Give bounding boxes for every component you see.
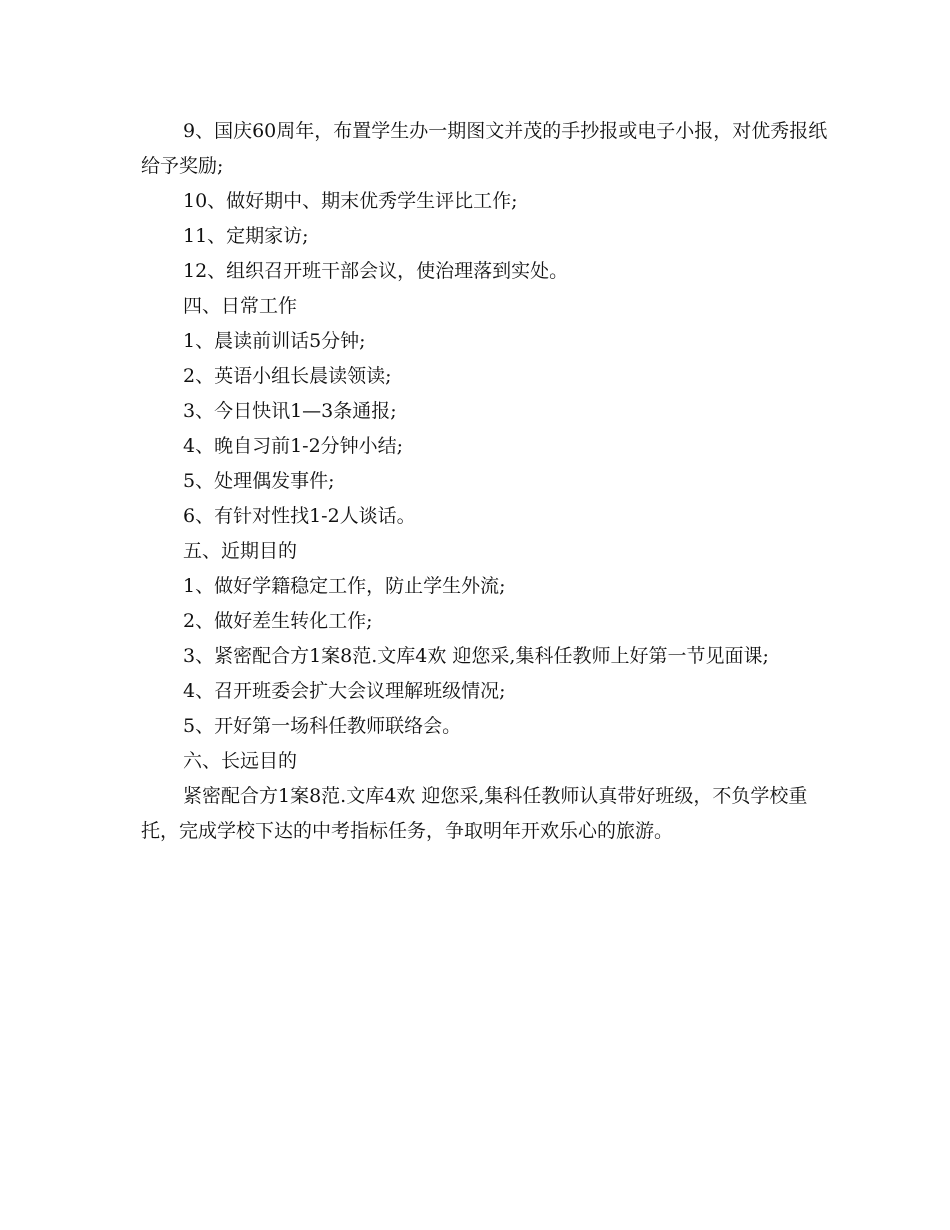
section-heading: 四、日常工作	[183, 295, 298, 317]
paragraph: 2、英语小组长晨读领读;	[183, 365, 392, 387]
paragraph: 11、定期家访;	[183, 225, 309, 247]
paragraph: 4、晚自习前1-2分钟小结;	[183, 435, 404, 457]
paragraph: 5、处理偶发事件;	[183, 470, 335, 492]
document-body	[141, 114, 831, 849]
paragraph: 4、召开班委会扩大会议理解班级情况;	[183, 680, 506, 702]
paragraph: 1、晨读前训话5分钟;	[183, 330, 366, 352]
paragraph: 紧密配合方1案8范.文库4欢 迎您采,集科任教师认真带好班级，不负学校重托，完成学校下达的中考指标任务，争取明年开欢乐心的旅游。	[141, 785, 808, 842]
paragraph: 3、紧密配合方1案8范.文库4欢 迎您采,集科任教师上好第一节见面课;	[183, 645, 769, 667]
paragraph: 12、组织召开班干部会议，使治理落到实处。	[183, 260, 569, 282]
section-heading: 六、长远目的	[183, 750, 298, 772]
paragraph: 9、国庆60周年，布置学生办一期图文并茂的手抄报或电子小报，对优秀报纸给予奖励;	[141, 120, 828, 177]
paragraph: 1、做好学籍稳定工作，防止学生外流;	[183, 575, 506, 597]
paragraph: 5、开好第一场科任教师联络会。	[183, 715, 462, 737]
paragraph: 6、有针对性找1-2人谈话。	[183, 505, 416, 527]
paragraph: 10、做好期中、期末优秀学生评比工作;	[183, 190, 518, 212]
paragraph: 3、今日快讯1—3条通报;	[183, 400, 397, 422]
section-heading: 五、近期目的	[183, 540, 298, 562]
paragraph: 2、做好差生转化工作;	[183, 610, 373, 632]
